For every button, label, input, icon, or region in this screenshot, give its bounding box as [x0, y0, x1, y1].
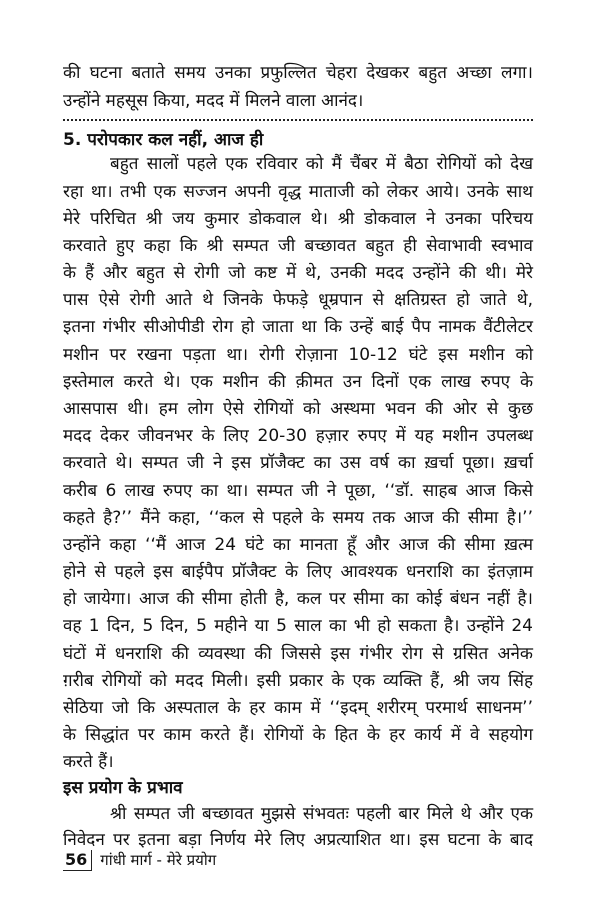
page-footer — [63, 848, 216, 872]
text-line: रहा था। तभी एक सज्जन अपनी वृद्ध माताजी को लेकर आये। उनके साथ — [63, 182, 533, 202]
text-line: उन्होंने कहा ‘‘मैं आज 24 घंटे का मानता हूँ और आज की सीमा ख़त्म — [63, 535, 533, 555]
text-line: मदद देकर जीवनभर के लिए 20-30 हज़ार रुपए में यह मशीन उपलब्ध — [63, 426, 533, 446]
text-line: ग़रीब रोगियों को मदद मिली। इसी प्रकार के एक व्यक्ति हैं, श्री जय सिंह — [63, 671, 533, 691]
text-line: मशीन पर रखना पड़ता था। रोगी रोज़ाना 10-12 घंटे इस मशीन को — [63, 345, 533, 365]
text-line: इस्तेमाल करते थे। एक मशीन की क़ीमत उन दिनों एक लाख रुपए के — [63, 372, 533, 392]
text-line: आसपास थी। हम लोग ऐसे रोगियों को अस्थमा भवन की ओर से कुछ — [63, 399, 533, 419]
text-line: कहते है?’’ मैंने कहा, ‘‘कल से पहले के समय तक आज की सीमा है।’’ — [63, 508, 533, 528]
text-line: करीब 6 लाख रुपए का था। सम्पत जी ने पूछा, ‘‘डॉ. साहब आज किसे — [63, 481, 533, 501]
sub-heading: इस प्रयोग के प्रभाव — [63, 778, 183, 798]
text-line: बहुत सालों पहले एक रविवार को मैं चैंबर में बैठा रोगियों को देख — [110, 154, 533, 174]
text-line: वह 1 दिन, 5 दिन, 5 महीने या 5 साल का भी हो सकता है। उन्होंने 24 — [63, 616, 533, 636]
section-heading: 5. परोपकार कल नहीं, आज ही — [63, 130, 264, 150]
text-line: करवाते हुए कहा कि श्री सम्पत जी बच्छावत बहुत ही सेवाभावी स्वभाव — [63, 236, 533, 256]
text-line: के हैं और बहुत से रोगी जो कष्ट में थे, उनकी मदद उन्होंने की थी। मेरे — [63, 263, 533, 283]
text-line: मेरे परिचित श्री जय कुमार डोकवाल थे। श्री डोकवाल ने उनका परिचय — [63, 209, 533, 229]
text-line: सेठिया जो कि अस्पताल के हर काम में ‘‘इदम् शरीरम् परमार्थ साधनम’’ — [63, 698, 533, 718]
text-line: करते हैं। — [63, 752, 114, 772]
page-number: 56 — [63, 850, 92, 871]
text-line: की घटना बताते समय उनका प्रफुल्लित चेहरा देखकर बहुत अच्छा लगा। — [63, 63, 533, 83]
text-line: पास ऐसे रोगी आते थे जिनके फेफड़े धूम्रपान से क्षतिग्रस्त हो जाते थे, — [63, 290, 533, 310]
text-line: इतना गंभीर सीओपीडी रोग हो जाता था कि उन्हें बाई पैप नामक वैंटीलेटर — [63, 317, 533, 337]
text-line: हो जायेगा। आज की सीमा होती है, कल पर सीमा का कोई बंधन नहीं है। — [63, 589, 533, 609]
text-line: श्री सम्पत जी बच्छावत मुझसे संभवतः पहली बार मिले थे और एक — [110, 804, 533, 824]
running-title: गांधी मार्ग - मेरे प्रयोग — [100, 851, 217, 869]
text-line: निवेदन पर इतना बड़ा निर्णय मेरे लिए अप्रत्याशित था। इस घटना के बाद — [63, 830, 533, 850]
text-line: होने से पहले इस बाईपैप प्रॉजैक्ट के लिए आवश्यक धनराशि का इंतज़ाम — [63, 562, 533, 582]
dotted-separator — [63, 119, 533, 121]
text-line: के सिद्धांत पर काम करते हैं। रोगियों के हित के हर कार्य में वे सहयोग — [63, 725, 533, 745]
text-line: करवाते थे। सम्पत जी ने इस प्रॉजैक्ट का उस वर्ष का ख़र्चा पूछा। ख़र्चा — [63, 453, 533, 473]
text-line: घंटों में धनराशि की व्यवस्था की जिससे इस गंभीर रोग से ग्रसित अनेक — [63, 644, 533, 664]
text-line: उन्होंने महसूस किया, मदद में मिलने वाला आनंद। — [63, 91, 364, 111]
